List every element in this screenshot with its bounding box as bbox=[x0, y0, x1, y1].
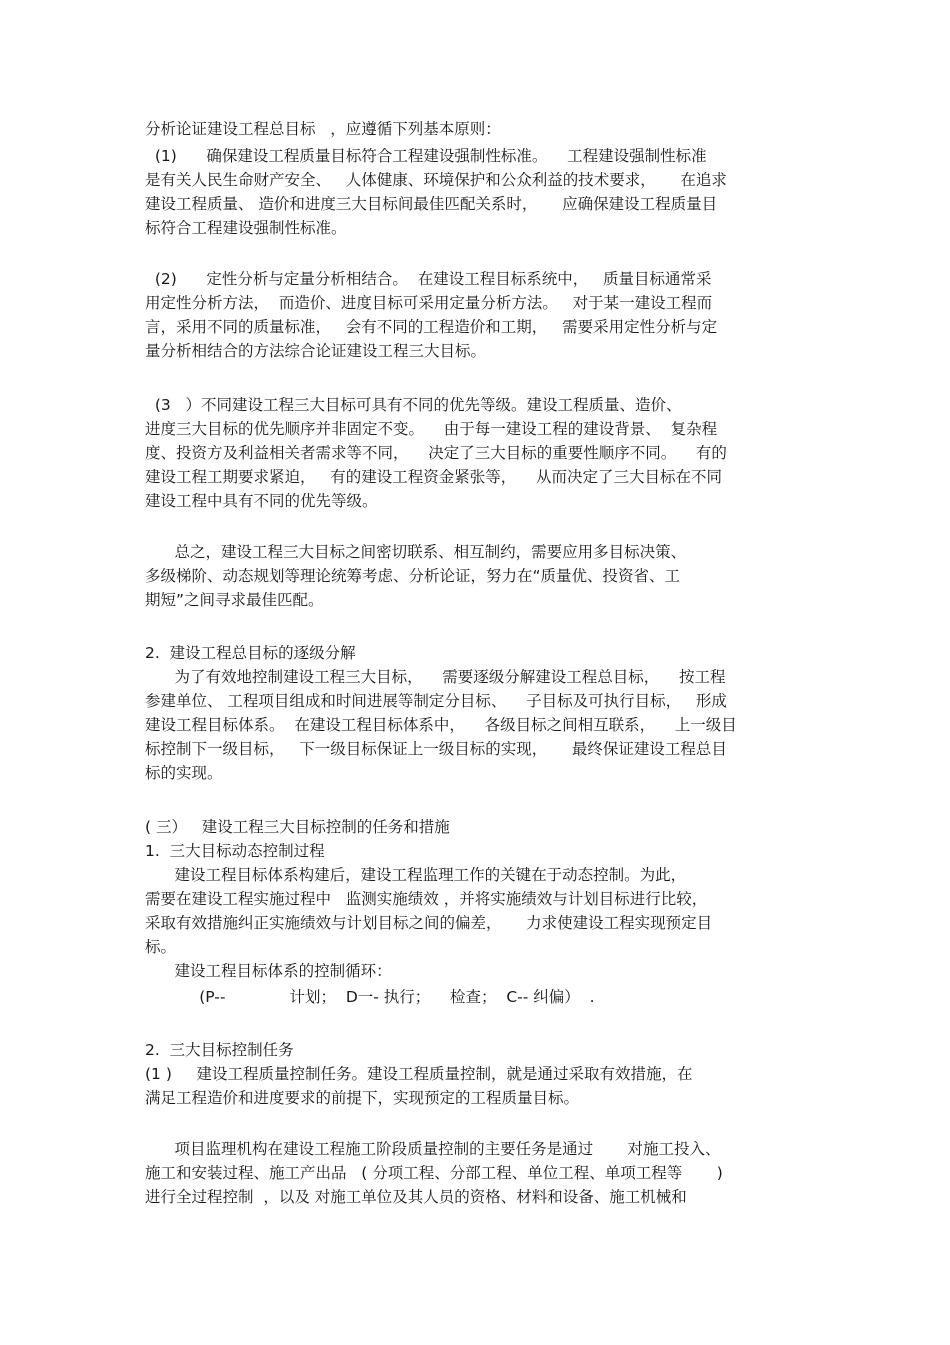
text-line: 标的实现。 bbox=[145, 764, 223, 782]
section-heading: 2. 建设工程总目标的逐级分解 bbox=[145, 644, 356, 662]
text-line: 施工和安装过程、施工产出品 ( 分项工程、分部工程、单位工程、单项工程等 ) bbox=[145, 1164, 723, 1182]
text-line: 言，采用不同的质量标准， 会有不同的工程造价和工期， 需要采用定性分析与定 bbox=[145, 318, 718, 336]
text-line: (P-- 计划； D一- 执行； 检查； C-- 纠偏） . bbox=[145, 988, 595, 1006]
text-line: 进度三大目标的优先顺序并非固定不变。 由于每一建设工程的建设背景、 复杂程 bbox=[145, 420, 718, 438]
text-line: 为了有效地控制建设工程三大目标， 需要逐级分解建设工程总目标， 按工程 bbox=[145, 668, 726, 686]
section-heading: 2. 三大目标控制任务 bbox=[145, 1041, 294, 1059]
text-line: (1) 确保建设工程质量目标符合工程建设强制性标准。 工程建设强制性标准 bbox=[145, 147, 707, 165]
text-line: 标。 bbox=[145, 938, 177, 956]
text-line: 建设工程工期要求紧迫， 有的建设工程资金紧张等， 从而决定了三大目标在不同 bbox=[145, 468, 722, 486]
text-line: 进行全过程控制 ，以及 对施工单位及其人员的资格、材料和设备、施工机械和 bbox=[145, 1188, 687, 1206]
text-line: 需要在建设工程实施过程中 监测实施绩效 ，并将实施绩效与计划目标进行比较， bbox=[145, 890, 708, 908]
text-line: 量分析相结合的方法综合论证建设工程三大目标。 bbox=[145, 342, 487, 360]
text-line: 总之，建设工程三大目标之间密切联系、相互制约，需要应用多目标决策、 bbox=[145, 543, 687, 561]
text-line: 多级梯阶、动态规划等理论统筹考虑、分析论证，努力在“质量优、投资省、工 bbox=[145, 567, 681, 585]
text-line: 项目监理机构在建设工程施工阶段质量控制的主要任务是通过 对施工投入、 bbox=[145, 1140, 721, 1158]
text-line: (1 ) 建设工程质量控制任务。建设工程质量控制，就是通过采取有效措施，在 bbox=[145, 1065, 693, 1083]
text-line: 是有关人民生命财产安全、 人体健康、环境保护和公众利益的技术要求， 在追求 bbox=[145, 171, 727, 189]
text-line: (3 ）不同建设工程三大目标可具有不同的优先等级。建设工程质量、造价、 bbox=[145, 396, 682, 414]
text-line: 建设工程目标体系的控制循环： bbox=[145, 962, 392, 980]
text-line: 分析论证建设工程总目标 ，应遵循下列基本原则： bbox=[145, 120, 501, 138]
section-heading: 1. 三大目标动态控制过程 bbox=[145, 842, 325, 860]
text-line: 建设工程质量、 造价和进度三大目标间最佳匹配关系时， 应确保建设工程质量目 bbox=[145, 195, 718, 213]
text-line: 度、投资方及利益相关者需求等不同， 决定了三大目标的重要性顺序不同。 有的 bbox=[145, 444, 727, 462]
text-line: 建设工程中具有不同的优先等级。 bbox=[145, 492, 378, 510]
text-line: 参建单位、 工程项目组成和时间进展等制定分目标、 子目标及可执行目标， 形成 bbox=[145, 692, 727, 710]
text-line: 采取有效措施纠正实施绩效与计划目标之间的偏差， 力求使建设工程实现预定目 bbox=[145, 914, 713, 932]
text-line: (2) 定性分析与定量分析相结合。 在建设工程目标系统中， 质量目标通常采 bbox=[145, 270, 712, 288]
section-heading: ( 三） 建设工程三大目标控制的任务和措施 bbox=[145, 818, 450, 836]
text-line: 建设工程目标体系构建后，建设工程监理工作的关键在于动态控制。为此， bbox=[145, 866, 687, 884]
text-line: 标控制下一级目标， 下一级目标保证上一级目标的实现， 最终保证建设工程总目 bbox=[145, 740, 727, 758]
text-line: 建设工程目标体系。 在建设工程目标体系中， 各级目标之间相互联系， 上一级目 bbox=[145, 716, 737, 734]
text-line: 用定性分析方法， 而造价、进度目标可采用定量分析方法。 对于某一建设工程而 bbox=[145, 294, 713, 312]
text-line: 期短”之间寻求最佳匹配。 bbox=[145, 591, 324, 609]
text-line: 满足工程造价和进度要求的前提下，实现预定的工程质量目标。 bbox=[145, 1089, 580, 1107]
text-line: 标符合工程建设强制性标准。 bbox=[145, 219, 347, 237]
